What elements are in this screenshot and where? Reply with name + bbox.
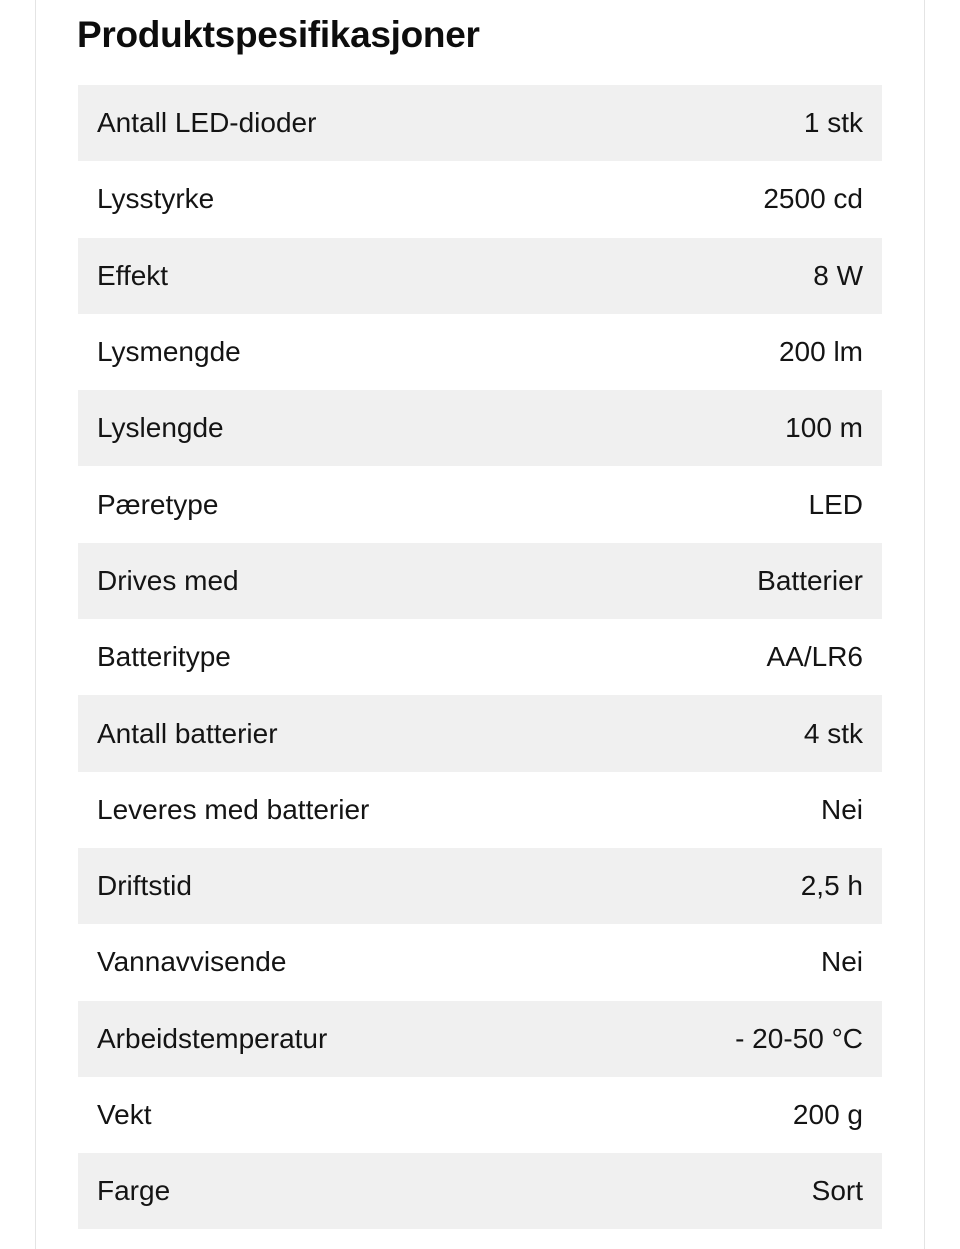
spec-value: AA/LR6 (766, 641, 863, 673)
spec-value: 200 lm (778, 336, 863, 368)
spec-label: Leveres med batterier (97, 793, 370, 825)
spec-value: Sort (811, 1175, 863, 1207)
spec-row (78, 85, 882, 161)
spec-row (78, 924, 882, 1000)
spec-label: Farge (97, 1175, 171, 1207)
spec-row (78, 1153, 882, 1229)
spec-row (78, 1001, 882, 1077)
spec-label: Batteritype (97, 641, 231, 673)
spec-row (78, 466, 882, 542)
spec-label: Antall LED-dioder (97, 107, 317, 139)
spec-value: 2,5 h (800, 870, 863, 902)
spec-row (78, 695, 882, 771)
spec-row (78, 390, 882, 466)
spec-label: Pæretype (97, 488, 219, 520)
spec-label: Lysstyrke (97, 183, 215, 215)
spec-label: Lyslengde (97, 412, 224, 444)
spec-label: Drives med (97, 564, 239, 596)
spec-value: 8 W (813, 259, 863, 291)
spec-label: Vannavvisende (97, 946, 287, 978)
spec-row (78, 1077, 882, 1153)
spec-label: Antall batterier (97, 717, 278, 749)
spec-value: Nei (820, 946, 863, 978)
spec-label: Vekt (97, 1099, 152, 1130)
spec-row (78, 314, 882, 390)
spec-label: Arbeidstemperatur (97, 1022, 328, 1054)
section-title: Produktspesifikasjoner (77, 14, 480, 55)
spec-row (78, 1229, 882, 1249)
spec-value: - 20-50 °C (735, 1022, 863, 1054)
spec-value: 100 m (785, 412, 863, 444)
spec-row (78, 238, 882, 314)
spec-row (78, 848, 882, 924)
spec-row (78, 543, 882, 619)
spec-table (78, 85, 882, 1249)
spec-row (78, 161, 882, 237)
spec-value: LED (808, 488, 863, 520)
spec-label: Effekt (97, 259, 169, 291)
spec-row (78, 619, 882, 695)
spec-label: Driftstid (97, 870, 192, 902)
spec-value: Nei (820, 793, 863, 825)
spec-value: 1 stk (803, 107, 863, 139)
spec-value: Batterier (757, 564, 863, 596)
spec-value: 200 g (792, 1099, 863, 1130)
spec-label: Lysmengde (97, 336, 241, 368)
spec-row (78, 772, 882, 848)
spec-value: 4 stk (803, 717, 863, 749)
spec-value: 2500 cd (763, 183, 863, 215)
